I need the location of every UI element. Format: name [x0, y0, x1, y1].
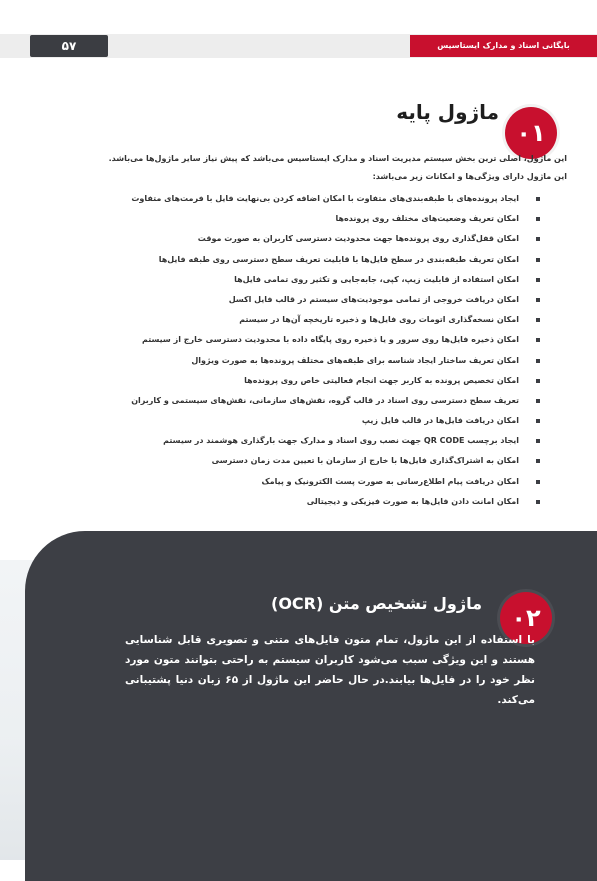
bullet-icon: [536, 439, 540, 443]
list-item: [39, 495, 519, 515]
bullet-icon: [536, 258, 540, 262]
bullet-icon: [536, 359, 540, 363]
bullet-icon: [536, 197, 540, 201]
section-title: ماژول پایه: [396, 100, 499, 124]
list-item-text: امکان تخصیص پرونده به کاربر جهت انجام فعالیتی خاص روی پرونده‌ها: [244, 375, 519, 385]
intro-line: این ماژول دارای ویژگی‌ها و امکانات زیر می‌باشد:: [372, 172, 567, 181]
list-item: [39, 273, 519, 293]
list-item: [39, 192, 519, 212]
list-item: [39, 212, 519, 232]
list-item-text: امکان دریافت پیام اطلاع‌رسانی به صورت پست الکترونیک و پیامک: [261, 476, 519, 486]
header-title: بایگانی اسناد و مدارک ایستاسیس: [410, 35, 597, 57]
list-item-text: ایجاد برچسب QR CODE جهت نصب روی اسناد و مدارک جهت بارگذاری هوشمند در سیستم: [163, 436, 519, 446]
list-item: [39, 394, 519, 414]
bullet-icon: [536, 217, 540, 221]
list-item: [39, 333, 519, 353]
list-item: [39, 475, 519, 495]
list-item: [39, 232, 519, 252]
list-item: [39, 293, 519, 313]
list-item-text: امکان تعریف طبقه‌بندی در سطح فایل‌ها با قابلیت تعریف سطح دسترسی روی طبقه فایل‌ها: [158, 254, 519, 264]
section-number-badge: ۰۱: [505, 107, 557, 159]
list-item-text: امکان دریافت فایل‌ها در قالب فایل زیپ: [361, 416, 519, 426]
list-item: [39, 414, 519, 434]
list-item: [39, 434, 519, 454]
list-item-text: امکان دریافت خروجی از تمامی موجودیت‌های سیستم در قالب فایل اکسل: [228, 294, 519, 304]
bullet-icon: [536, 399, 540, 403]
section-number-badge: ۰۲: [500, 592, 552, 644]
bullet-icon: [536, 338, 540, 342]
bullet-icon: [536, 379, 540, 383]
list-item-text: ایجاد پرونده‌های با طبقه‌بندی‌های متفاوت با امکان اضافه کردن بی‌نهایت فایل با فرمت‌های متفاوت: [131, 194, 519, 203]
list-item-text: تعریف سطح دسترسی روی اسناد در قالب گروه، نقش‌های سازمانی، نقش‌های سیستمی و کاربران: [131, 395, 519, 405]
bullet-icon: [536, 318, 540, 322]
list-item-text: امکان نسخه‌گذاری اتومات روی فایل‌ها و ذخیره تاریخچه آن‌ها در سیستم: [239, 315, 519, 325]
bullet-icon: [536, 298, 540, 302]
section-paragraph: با استفاده از این ماژول، تمام متون فایل‌های متنی و تصویری قابل شناسایی هستند و این ویژگی سبب می‌شود کاربران سیستم به راحتی بتوانند متون مورد نظر خود را در فایل‌ها بیابند.در حال حاضر این ماژول از ۶۵ زبان دنیا پشتیبانی می‌کند.: [125, 634, 535, 706]
bullet-icon: [536, 500, 540, 504]
bullet-icon: [536, 278, 540, 282]
list-item-text: امکان قفل‌گذاری روی پرونده‌ها جهت محدودیت دسترسی کاربران به صورت موقت: [197, 234, 519, 244]
bullet-icon: [536, 237, 540, 241]
bullet-icon: [536, 480, 540, 484]
section-title: ماژول تشخیص متن (OCR): [271, 594, 482, 613]
list-item-text: امکان امانت دادن فایل‌ها به صورت فیزیکی و دیجیتالی: [306, 496, 519, 506]
list-item: [39, 354, 519, 374]
list-item: [39, 313, 519, 333]
bullet-icon: [536, 459, 540, 463]
list-item-text: امکان تعریف وضعیت‌های مختلف روی پرونده‌ها: [335, 214, 519, 224]
bullet-icon: [536, 419, 540, 423]
page-number: ۵۷: [30, 35, 108, 57]
list-item-text: امکان ذخیره فایل‌ها روی سرور و یا ذخیره روی پایگاه داده با محدودیت دسترسی خارج از سیستم: [141, 335, 519, 345]
list-item-text: امکان به اشتراک‌گذاری فایل‌ها با خارج از سازمان با تعیین مدت زمان دسترسی: [211, 456, 519, 466]
feature-list: [39, 192, 519, 515]
list-item: [39, 374, 519, 394]
list-item: [39, 454, 519, 474]
list-item-text: امکان استفاده از قابلیت زیپ، کپی، جابه‌جایی و تکثیر روی تمامی فایل‌ها: [234, 274, 519, 284]
section-intro: [27, 150, 567, 186]
list-item: [39, 253, 519, 273]
intro-line: این ماژول، اصلی ترین بخش سیستم مدیریت اسناد و مدارک ایستاسیس می‌باشد که پیش نیاز سایر ماژول‌ها می‌باشد.: [108, 154, 567, 163]
list-item-text: امکان تعریف ساختار ایجاد شناسه برای طبقه‌های مختلف پرونده‌ها به صورت ویژوال: [191, 355, 519, 365]
